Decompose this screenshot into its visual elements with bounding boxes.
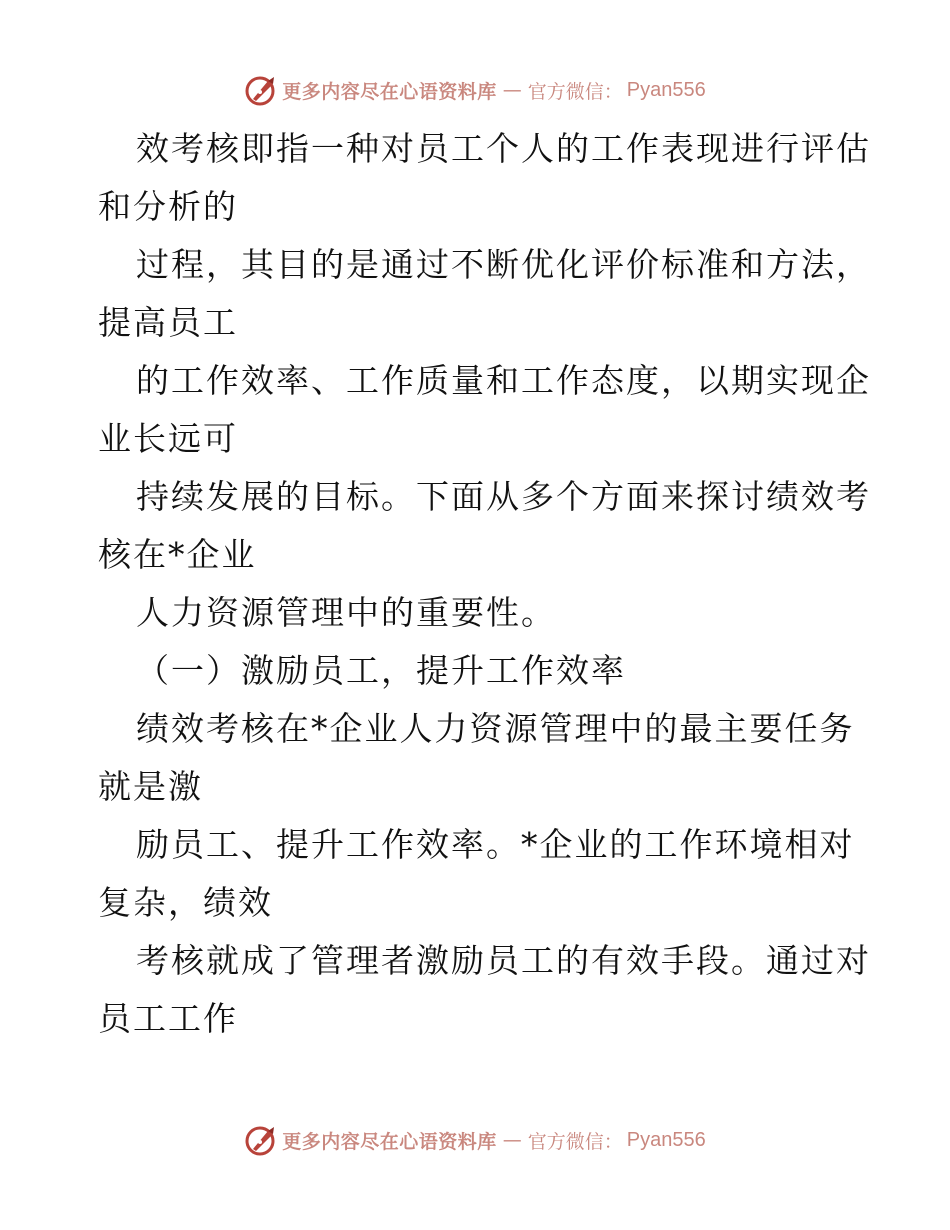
text-line: 持续发展的目标。下面从多个方面来探讨绩效考 <box>136 477 871 516</box>
footer-banner-inner <box>244 1123 706 1157</box>
text-line: 过程，其目的是通过不断优化评价标准和方法， <box>136 245 871 284</box>
banner-dash: — <box>502 1129 522 1151</box>
pen-nib-logo-icon <box>244 1123 278 1157</box>
text-line: 人力资源管理中的重要性。 <box>136 593 556 632</box>
text-line: 励员工、提升工作效率。*企业的工作环境相对 <box>136 825 855 864</box>
text-line: 员工工作 <box>98 999 238 1038</box>
banner-wechat-id: Pyan556 <box>626 1128 706 1151</box>
banner-dash: — <box>502 79 522 101</box>
document-body <box>98 120 871 1048</box>
text-line: 核在*企业 <box>98 535 257 574</box>
banner-wechat-label: 官方微信： <box>527 80 623 103</box>
section-heading: （一）激励员工，提升工作效率 <box>136 651 626 690</box>
text-line: 就是激 <box>98 767 203 806</box>
banner-wechat-id: Pyan556 <box>626 78 706 101</box>
pen-nib-logo-icon <box>244 73 278 107</box>
banner-wechat-label: 官方微信： <box>527 1130 623 1153</box>
text-line: 和分析的 <box>98 187 238 226</box>
banner-site-text: 更多内容尽在心语资料库 <box>282 80 497 103</box>
text-line: 考核就成了管理者激励员工的有效手段。通过对 <box>136 941 871 980</box>
text-line: 提高员工 <box>98 303 238 342</box>
header-banner-inner <box>244 73 706 107</box>
footer-banner <box>0 1120 950 1160</box>
text-line: 绩效考核在*企业人力资源管理中的最主要任务 <box>136 709 855 748</box>
text-line: 的工作效率、工作质量和工作态度，以期实现企 <box>136 361 871 400</box>
header-banner <box>0 70 950 110</box>
text-line: 效考核即指一种对员工个人的工作表现进行评估 <box>136 129 871 168</box>
text-line: 业长远可 <box>98 419 238 458</box>
text-line: 复杂，绩效 <box>98 883 273 922</box>
banner-site-text: 更多内容尽在心语资料库 <box>282 1130 497 1153</box>
